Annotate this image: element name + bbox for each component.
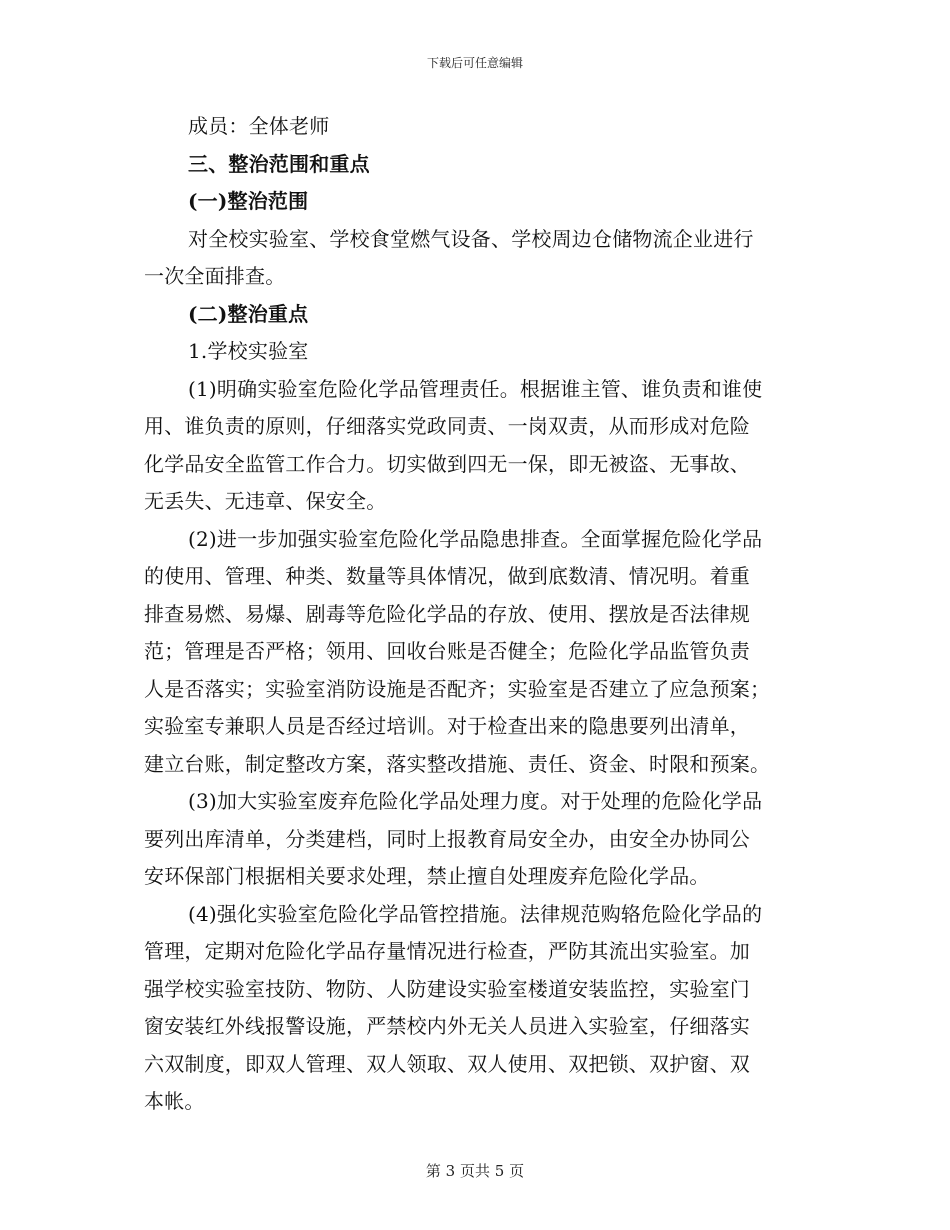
text-line: 范；管理是否严格；领用、回收台账是否健全；危险化学品监管负责: [144, 639, 750, 663]
text-line: 化学品安全监管工作合力。切实做到四无一保，即无被盗、无事故、: [144, 451, 750, 476]
text-line: 用、谁负责的原则，仔细落实党政同责、一岗双责，从而形成对危险: [144, 414, 750, 438]
page-header: [0, 54, 950, 71]
text-line: 要列出库清单，分类建档，同时上报教育局安全办，由安全办协同公: [144, 826, 750, 851]
text-line: (4)强化实验室危险化学品管控措施。法律规范购辂危险化学品的: [188, 901, 763, 926]
text-line: 强学校实验室技防、物防、人防建设实验室楼道安装监控，实验室门: [144, 976, 750, 1001]
text-line: 对全校实验室、学校食堂燃气设备、学校周边仓储物流企业进行: [188, 226, 754, 251]
text-line: 本帐。: [144, 1089, 205, 1113]
header-text: 下载后可任意编辑: [426, 56, 523, 70]
page-number: 第 3 页共 5 页: [425, 1162, 525, 1180]
text-line: 人是否落实；实验室消防设施是否配齐；实验室是否建立了应急预案；: [144, 676, 771, 701]
text-line: 无丢失、无违章、保安全。: [144, 489, 387, 513]
text-line: (1)明确实验室危险化学品管理责任。根据谁主管、谁负责和谁使: [188, 376, 763, 401]
text-line: 实验室专兼职人员是否经过培训。对于检查出来的隐患要列出清单，: [144, 714, 750, 738]
text-line: 六双制度，即双人管理、双人领取、双人使用、双把锁、双护窗、双: [144, 1051, 750, 1076]
text-line: 成员：全体老师: [188, 114, 330, 138]
text-line: 的使用、管理、种类、数量等具体情况，做到底数清、情况明。着重: [144, 564, 750, 588]
text-line: 一次全面排查。: [144, 264, 286, 288]
section-heading: (二)整治重点: [188, 301, 309, 326]
text-line: 排查易燃、易爆、剧毒等危险化学品的存放、使用、摆放是否法律规: [144, 601, 750, 626]
text-line: 建立台账，制定整改方案，落实整改措施、责任、资金、时限和预案。: [144, 751, 771, 776]
section-heading: 三、整治范围和重点: [188, 151, 370, 176]
section-heading: (一)整治范围: [188, 189, 309, 213]
document-body: [144, 108, 808, 1121]
text-line: 管理，定期对危险化学品存量情况进行检查，严防其流出实验室。加: [144, 939, 750, 963]
text-line: 安环保部门根据相关要求处理，禁止擅自处理废弃危险化学品。: [144, 864, 710, 888]
text-line: 窗安装红外线报警设施，严禁校内外无关人员进入实验室，仔细落实: [144, 1014, 750, 1038]
text-line: 1.学校实验室: [188, 339, 309, 363]
page-footer: [0, 1160, 950, 1181]
text-line: (2)进一步加强实验室危险化学品隐患排查。全面掌握危险化学品: [188, 526, 763, 551]
text-line: (3)加大实验室废弃危险化学品处理力度。对于处理的危险化学品: [188, 789, 763, 813]
